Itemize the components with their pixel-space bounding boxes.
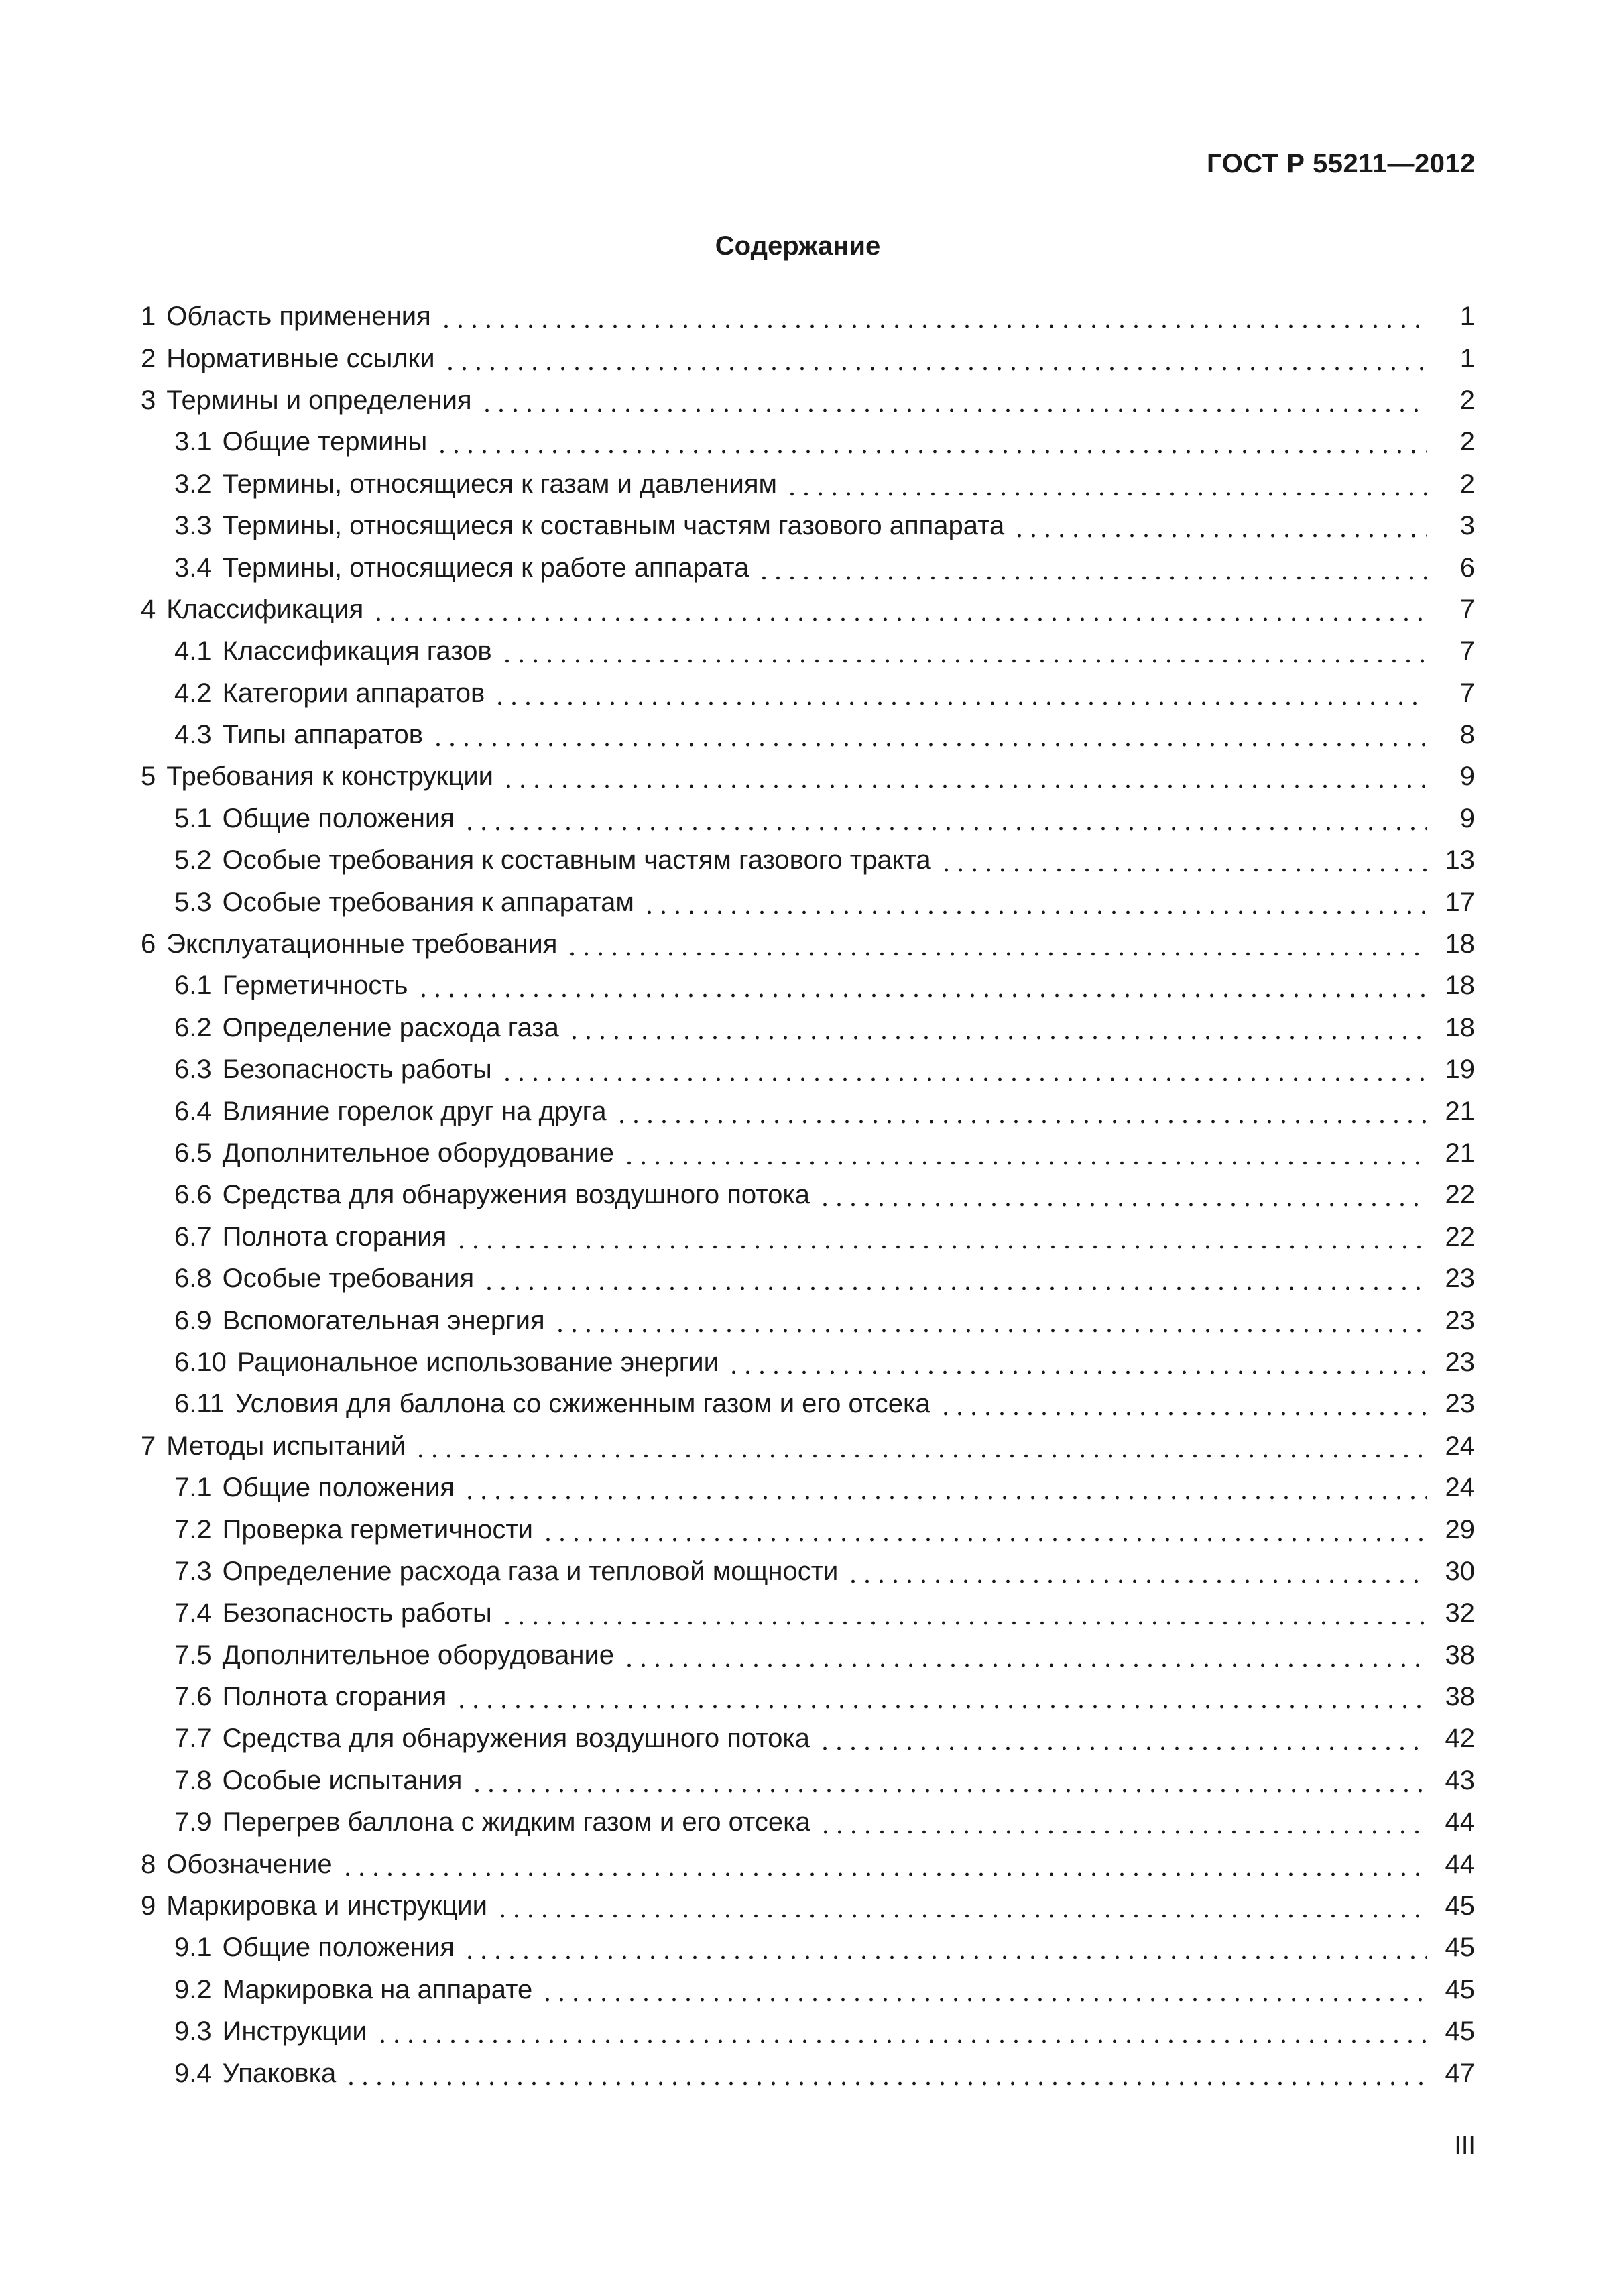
toc-entry[interactable] <box>141 2052 1475 2094</box>
toc-entry-number: 5.2 <box>174 845 212 875</box>
toc-entry-number: 6.3 <box>174 1054 212 1085</box>
toc-entry-label: Определение расхода газа и тепловой мощности <box>222 1556 839 1586</box>
toc-entry-page: 19 <box>1445 1054 1475 1085</box>
toc-dot-leader <box>371 596 1427 623</box>
toc-entry-page: 23 <box>1445 1264 1475 1294</box>
toc-entry-number: 8 <box>141 1849 156 1879</box>
toc-dot-leader <box>541 1516 1427 1543</box>
toc-entry-page: 8 <box>1459 720 1475 750</box>
toc-entry-number: 1 <box>141 302 156 332</box>
toc-dot-leader <box>480 387 1427 414</box>
toc-entry[interactable] <box>141 1048 1475 1090</box>
toc-entry-page: 32 <box>1445 1598 1475 1628</box>
toc-dot-leader <box>615 1098 1427 1125</box>
toc-entry-number: 9 <box>141 1891 156 1921</box>
toc-entry-page: 29 <box>1445 1514 1475 1545</box>
toc-entry-label: Нормативные ссылки <box>166 343 435 373</box>
toc-entry[interactable] <box>141 1174 1475 1215</box>
toc-entry-label: Полнота сгорания <box>222 1682 447 1712</box>
toc-entry[interactable] <box>141 1258 1475 1299</box>
toc-dot-leader <box>622 1642 1427 1669</box>
toc-entry-page: 45 <box>1445 1933 1475 1963</box>
toc-dot-leader <box>414 1433 1427 1459</box>
toc-entry[interactable] <box>141 589 1475 630</box>
toc-entry-number: 7 <box>141 1431 156 1461</box>
toc-entry-page: 23 <box>1445 1347 1475 1377</box>
toc-entry-number: 6.7 <box>174 1221 212 1252</box>
toc-entry-label: Классификация <box>166 594 364 624</box>
toc-entry-label: Упаковка <box>222 2058 337 2088</box>
toc-entry-page: 45 <box>1445 1891 1475 1921</box>
toc-entry-page: 1 <box>1459 343 1475 373</box>
toc-entry-label: Герметичность <box>222 971 408 1001</box>
toc-entry-number: 7.3 <box>174 1556 212 1586</box>
toc-entry-page: 23 <box>1445 1305 1475 1335</box>
toc-entry-number: 7.2 <box>174 1514 212 1545</box>
toc-entry[interactable] <box>141 1927 1475 1968</box>
toc-entry-label: Условия для баллона со сжиженным газом и его отсека <box>235 1389 930 1419</box>
toc-dot-leader <box>470 1767 1427 1794</box>
toc-entry-label: Методы испытаний <box>166 1431 406 1461</box>
toc-dot-leader <box>500 638 1427 664</box>
toc-entry-label: Рациональное использование энергии <box>237 1347 719 1377</box>
toc-entry-page: 30 <box>1445 1556 1475 1586</box>
toc-entry-page: 22 <box>1445 1221 1475 1252</box>
toc-entry-page: 7 <box>1459 594 1475 624</box>
toc-entry-number: 6.4 <box>174 1096 212 1126</box>
toc-dot-leader <box>344 2060 1427 2087</box>
page-number: III <box>1454 2132 1476 2160</box>
toc-entry[interactable] <box>141 1425 1475 1467</box>
toc-entry-page: 22 <box>1445 1180 1475 1210</box>
toc-entry[interactable] <box>141 1760 1475 1801</box>
toc-entry-label: Маркировка и инструкции <box>166 1891 487 1921</box>
toc-dot-leader <box>757 554 1427 581</box>
toc-entry-label: Безопасность работы <box>222 1054 492 1085</box>
toc-entry-number: 7.5 <box>174 1640 212 1670</box>
toc-entry-number: 5 <box>141 762 156 792</box>
toc-dot-leader <box>341 1851 1427 1878</box>
toc-entry-page: 43 <box>1445 1765 1475 1795</box>
toc-entry[interactable] <box>141 1132 1475 1174</box>
toc-dot-leader <box>939 847 1427 873</box>
toc-entry-label: Особые требования к аппаратам <box>222 887 634 917</box>
toc-entry-label: Термины и определения <box>166 385 472 415</box>
toc-entry[interactable] <box>141 1007 1475 1048</box>
toc-entry[interactable] <box>141 1090 1475 1132</box>
toc-entry-label: Категории аппаратов <box>222 678 485 708</box>
toc-entry-page: 21 <box>1445 1096 1475 1126</box>
toc-entry[interactable] <box>141 1801 1475 1843</box>
toc-dot-leader <box>443 345 1427 372</box>
toc-entry-number: 3.4 <box>174 552 212 583</box>
toc-entry-page: 3 <box>1459 511 1475 541</box>
toc-dot-leader <box>501 763 1427 790</box>
toc-entry-label: Особые требования <box>222 1264 475 1294</box>
toc-entry-page: 18 <box>1445 929 1475 959</box>
toc-dot-leader <box>500 1599 1427 1626</box>
toc-entry-page: 9 <box>1459 762 1475 792</box>
toc-entry[interactable] <box>141 1634 1475 1676</box>
toc-entry[interactable] <box>141 1341 1475 1383</box>
toc-entry[interactable] <box>141 1676 1475 1717</box>
toc-entry[interactable] <box>141 463 1475 505</box>
toc-entry-page: 21 <box>1445 1138 1475 1168</box>
toc-entry-page: 44 <box>1445 1807 1475 1837</box>
toc-entry-page: 38 <box>1445 1682 1475 1712</box>
toc-entry-page: 47 <box>1445 2058 1475 2088</box>
toc-entry-number: 5.3 <box>174 887 212 917</box>
toc-entry-number: 6.2 <box>174 1012 212 1042</box>
toc-entry[interactable] <box>141 379 1475 421</box>
toc-entry-label: Классификация газов <box>222 636 492 666</box>
table-of-contents <box>141 296 1475 2094</box>
toc-entry-label: Дополнительное оборудование <box>222 1138 615 1168</box>
toc-entry-label: Термины, относящиеся к газам и давлениям <box>222 469 778 499</box>
toc-entry-page: 18 <box>1445 971 1475 1001</box>
toc-entry[interactable] <box>141 798 1475 839</box>
toc-entry-page: 7 <box>1459 678 1475 708</box>
toc-entry-label: Эксплуатационные требования <box>166 929 558 959</box>
toc-entry-label: Средства для обнаружения воздушного потока <box>222 1724 810 1754</box>
toc-entry[interactable] <box>141 546 1475 588</box>
toc-entry-number: 4 <box>141 594 156 624</box>
toc-entry-page: 13 <box>1445 845 1475 875</box>
toc-entry[interactable] <box>141 1508 1475 1550</box>
toc-entry[interactable] <box>141 714 1475 756</box>
toc-entry-page: 23 <box>1445 1389 1475 1419</box>
toc-entry-label: Особые испытания <box>222 1765 463 1795</box>
toc-entry-page: 38 <box>1445 1640 1475 1670</box>
toc-entry-label: Дополнительное оборудование <box>222 1640 615 1670</box>
toc-dot-leader <box>540 1976 1427 2003</box>
toc-entry-number: 2 <box>141 343 156 373</box>
toc-entry[interactable] <box>141 965 1475 1006</box>
toc-dot-leader <box>375 2018 1427 2045</box>
toc-entry-number: 6.10 <box>174 1347 227 1377</box>
toc-entry-number: 3.2 <box>174 469 212 499</box>
toc-entry-page: 9 <box>1459 803 1475 833</box>
toc-entry-label: Маркировка на аппарате <box>222 1974 533 2004</box>
toc-entry[interactable] <box>141 1843 1475 1884</box>
toc-entry-page: 2 <box>1459 427 1475 457</box>
toc-entry-number: 7.7 <box>174 1724 212 1754</box>
toc-entry-label: Общие положения <box>222 1473 455 1503</box>
toc-entry-page: 45 <box>1445 2016 1475 2047</box>
toc-entry-page: 45 <box>1445 1974 1475 2004</box>
toc-entry[interactable] <box>141 630 1475 672</box>
toc-entry-label: Общие положения <box>222 803 455 833</box>
toc-entry[interactable] <box>141 296 1475 337</box>
toc-entry-number: 4.2 <box>174 678 212 708</box>
toc-entry-number: 6.9 <box>174 1305 212 1335</box>
toc-entry[interactable] <box>141 1717 1475 1759</box>
toc-title: Содержание <box>715 231 881 261</box>
toc-entry-label: Проверка герметичности <box>222 1514 534 1545</box>
toc-entry[interactable] <box>141 1885 1475 1927</box>
toc-dot-leader <box>439 303 1427 330</box>
toc-entry-label: Термины, относящиеся к работе аппарата <box>222 552 749 583</box>
toc-entry[interactable] <box>141 881 1475 922</box>
toc-dot-leader <box>622 1140 1427 1166</box>
toc-entry-number: 9.2 <box>174 1974 212 2004</box>
toc-entry[interactable] <box>141 923 1475 965</box>
toc-dot-leader <box>727 1349 1427 1376</box>
toc-entry-page: 7 <box>1459 636 1475 666</box>
toc-dot-leader <box>493 680 1427 707</box>
toc-entry-page: 42 <box>1445 1724 1475 1754</box>
toc-entry-page: 6 <box>1459 552 1475 583</box>
toc-entry-number: 9.3 <box>174 2016 212 2047</box>
toc-entry-label: Термины, относящиеся к составным частям газового аппарата <box>222 511 1005 541</box>
toc-entry-label: Вспомогательная энергия <box>222 1305 545 1335</box>
toc-entry-page: 18 <box>1445 1012 1475 1042</box>
toc-entry[interactable] <box>141 839 1475 881</box>
toc-dot-leader <box>463 1474 1427 1501</box>
toc-entry-label: Особые требования к составным частям газового тракта <box>222 845 931 875</box>
toc-dot-leader <box>455 1683 1427 1710</box>
toc-entry-page: 44 <box>1445 1849 1475 1879</box>
toc-entry[interactable] <box>141 756 1475 797</box>
toc-entry-label: Полнота сгорания <box>222 1221 447 1252</box>
toc-entry-number: 5.1 <box>174 803 212 833</box>
toc-entry-label: Общие термины <box>222 427 428 457</box>
toc-dot-leader <box>565 930 1427 957</box>
toc-dot-leader <box>818 1725 1427 1752</box>
toc-dot-leader <box>819 1809 1427 1835</box>
toc-entry[interactable] <box>141 505 1475 546</box>
toc-entry-number: 7.6 <box>174 1682 212 1712</box>
toc-entry-number: 3.1 <box>174 427 212 457</box>
toc-entry-page: 2 <box>1459 385 1475 415</box>
toc-entry-label: Обозначение <box>166 1849 333 1879</box>
toc-dot-leader <box>553 1307 1427 1334</box>
toc-entry-page: 17 <box>1445 887 1475 917</box>
toc-entry-label: Типы аппаратов <box>222 720 423 750</box>
toc-entry[interactable] <box>141 1216 1475 1258</box>
toc-dot-leader <box>482 1265 1427 1292</box>
toc-entry[interactable] <box>141 1592 1475 1634</box>
toc-dot-leader <box>500 1056 1427 1083</box>
toc-entry-label: Область применения <box>166 302 431 332</box>
toc-entry-page: 24 <box>1445 1473 1475 1503</box>
toc-dot-leader <box>463 1934 1427 1961</box>
toc-entry-number: 6.5 <box>174 1138 212 1168</box>
toc-entry-number: 6.6 <box>174 1180 212 1210</box>
toc-entry-page: 2 <box>1459 469 1475 499</box>
toc-entry[interactable] <box>141 1969 1475 2010</box>
toc-entry-number: 7.8 <box>174 1765 212 1795</box>
toc-entry-number: 6 <box>141 929 156 959</box>
toc-entry[interactable] <box>141 1467 1475 1508</box>
toc-dot-leader <box>463 805 1427 832</box>
toc-dot-leader <box>846 1558 1427 1585</box>
toc-dot-leader <box>495 1892 1427 1919</box>
toc-dot-leader <box>939 1390 1427 1417</box>
toc-entry-label: Безопасность работы <box>222 1598 492 1628</box>
toc-entry-page: 24 <box>1445 1431 1475 1461</box>
document-code: ГОСТ Р 55211—2012 <box>1207 149 1476 178</box>
toc-entry[interactable] <box>141 421 1475 463</box>
toc-entry-number: 7.1 <box>174 1473 212 1503</box>
toc-entry-label: Общие положения <box>222 1933 455 1963</box>
toc-entry-number: 6.8 <box>174 1264 212 1294</box>
toc-dot-leader <box>785 471 1427 497</box>
toc-entry[interactable] <box>141 1383 1475 1425</box>
toc-entry-number: 7.9 <box>174 1807 212 1837</box>
toc-entry-number: 4.3 <box>174 720 212 750</box>
toc-dot-leader <box>642 889 1427 916</box>
toc-entry-label: Требования к конструкции <box>166 762 494 792</box>
toc-dot-leader <box>455 1223 1427 1250</box>
toc-entry-number: 9.4 <box>174 2058 212 2088</box>
toc-entry-label: Определение расхода газа <box>222 1012 559 1042</box>
toc-entry-number: 6.11 <box>174 1389 225 1419</box>
toc-dot-leader <box>431 721 1427 748</box>
toc-entry-label: Влияние горелок друг на друга <box>222 1096 607 1126</box>
toc-entry-page: 1 <box>1459 302 1475 332</box>
toc-dot-leader <box>435 428 1427 455</box>
toc-dot-leader <box>818 1181 1427 1208</box>
toc-entry-number: 6.1 <box>174 971 212 1001</box>
toc-entry-number: 4.1 <box>174 636 212 666</box>
toc-entry-label: Перегрев баллона с жидким газом и его отсека <box>222 1807 810 1837</box>
toc-entry[interactable] <box>141 337 1475 379</box>
toc-entry-number: 3.3 <box>174 511 212 541</box>
toc-entry-number: 3 <box>141 385 156 415</box>
toc-entry[interactable] <box>141 672 1475 714</box>
toc-entry-label: Средства для обнаружения воздушного потока <box>222 1180 810 1210</box>
toc-entry[interactable] <box>141 1299 1475 1341</box>
toc-dot-leader <box>416 972 1427 999</box>
toc-dot-leader <box>567 1014 1427 1041</box>
toc-entry-label: Инструкции <box>222 2016 367 2047</box>
toc-dot-leader <box>1012 512 1427 539</box>
toc-entry-number: 9.1 <box>174 1933 212 1963</box>
toc-entry-number: 7.4 <box>174 1598 212 1628</box>
toc-entry[interactable] <box>141 1551 1475 1592</box>
toc-entry[interactable] <box>141 2010 1475 2052</box>
